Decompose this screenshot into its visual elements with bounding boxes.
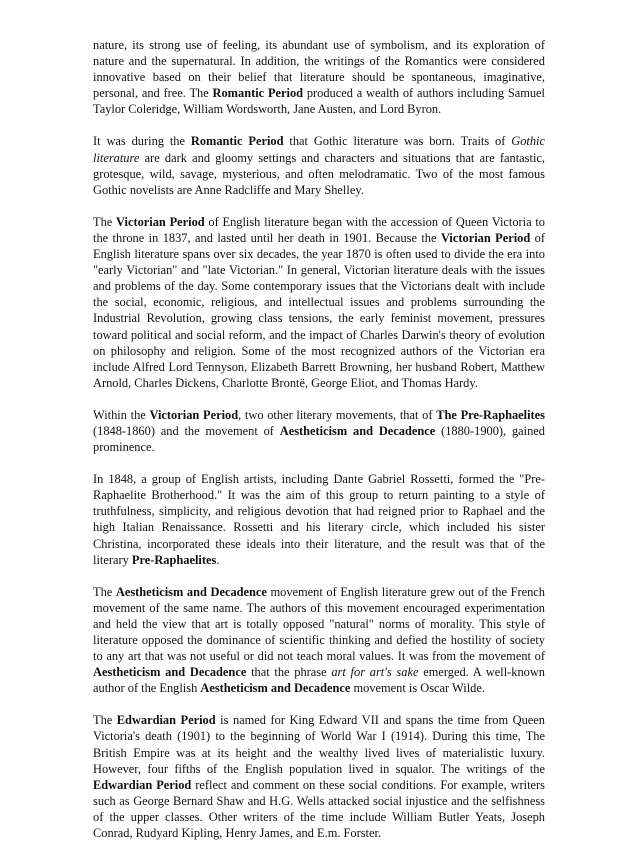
text-run: movement of English literature grew out of the French movement of the same name. The authors of this movement encouraged experimentation and held the view that art is totally opposed "natural" norms of morality. This style of literature opposed the dominance of scientific thinking and defied the hostility of society to any art that was not useful or did not teach moral values. It was from the movement of xyxy=(93,584,545,664)
paragraph-romantic-continued xyxy=(93,37,545,117)
text-run: that Gothic literature was born. Traits of xyxy=(283,134,512,149)
text-run: The xyxy=(93,214,117,229)
bold-term: Pre-Raphaelites xyxy=(131,552,217,567)
document-page xyxy=(93,37,545,857)
text-run: . xyxy=(216,552,220,567)
text-run: is named for King Edward VII and spans the time from Queen Victoria's death (1901) to the beginning of World War I (1914). During this time, The British Empire was at its height and the wealthy lived lives of materialistic luxury. However, four fifths of the English population lived in squalor. The writings of the xyxy=(93,713,545,776)
bold-term: Aestheticism and Decadence xyxy=(115,584,267,599)
bold-term: Victorian Period xyxy=(149,407,239,422)
bold-term: Romantic Period xyxy=(212,86,304,101)
bold-term: Aestheticism and Decadence xyxy=(93,665,247,680)
text-run: (1848-1860) and the movement of xyxy=(93,423,280,438)
text-run: of English literature began with the accession of Queen Victoria to the throne in 1837, and lasted until her death in 1901. Because the xyxy=(93,214,546,245)
bold-term: Aestheticism and Decadence xyxy=(279,423,436,438)
text-run: The xyxy=(93,584,116,599)
paragraph-aestheticism xyxy=(93,584,545,697)
paragraph-edwardian xyxy=(93,712,545,841)
paragraph-pre-raphaelites xyxy=(93,471,545,568)
bold-term: Aestheticism and Decadence xyxy=(200,681,351,696)
bold-term: Victorian Period xyxy=(116,214,205,229)
bold-term: Victorian Period xyxy=(440,230,531,245)
bold-term: Edwardian Period xyxy=(93,777,192,792)
text-run: that the phrase xyxy=(246,665,332,680)
paragraph-victorian-movements xyxy=(93,407,545,455)
text-run: nature, its strong use of feeling, its abundant use of symbolism, and its exploration of nature and the supernatural. In addition, the writings of the Romantics were considered innovative based on their belief that literature should be spontaneous, imaginative, personal, and free. The xyxy=(93,38,545,101)
text-run: movement is Oscar Wilde. xyxy=(350,681,485,696)
text-run: (1880-1900), gained prominence. xyxy=(93,423,545,455)
italic-term: art for art's sake xyxy=(331,665,419,680)
text-run: produced a wealth of authors including Samuel Taylor Coleridge, William Wordsworth, Jane Austen, and Lord Byron. xyxy=(93,86,545,117)
text-run: , two other literary movements, that of xyxy=(238,407,437,422)
text-run: are dark and gloomy settings and characters and situations that are fantastic, grotesque, wild, savage, mysterious, and often melodramatic. Two of the most famous Gothic novelists are Anne Radcliffe and Mary Shelley. xyxy=(93,150,545,197)
text-run: reflect and comment on these social conditions. For example, writers such as George Bernard Shaw and H.G. Wells attacked social injustice and the selfishness of the upper classes. Other writers of the time include William Butler Yeats, Joseph Conrad, Rudyard Kipling, Henry James, and E.m. Forster. xyxy=(93,777,545,841)
bold-term: The Pre-Raphaelites xyxy=(436,407,546,422)
text-run: The xyxy=(93,713,117,728)
paragraph-gothic xyxy=(93,133,545,197)
text-run: of English literature spans over six decades, the year 1870 is often used to divide the era into "early Victorian" and "late Victorian." In general, Victorian literature deals with the issues and problems of the day. Some contemporary issues that the Victorians dealt with include the social, economic, religious, and intellectual issues and problems surrounding the Industrial Revolution, growing class tensions, the early feminist movement, pressures toward political and social reform, and the impact of Charles Darwin's theory of evolution on philosophy and religion. Some of the most recognized authors of the Victorian era include Alfred Lord Tennyson, Elizabeth Barrett Browning, her husband Robert, Matthew Arnold, Charles Dickens, Charlotte Brontë, George Eliot, and Thomas Hardy. xyxy=(93,230,545,390)
bold-term: Romantic Period xyxy=(190,134,284,149)
text-run: In 1848, a group of English artists, including Dante Gabriel Rossetti, formed the "Pre-Raphaelite Brotherhood." It was the aim of this group to return painting to a style of truthfulness, simplicity, and religious devotion that had reigned prior to Raphael and the high Italian Renaissance. Rossetti and his literary circle, which included his sister Christina, incorporated these ideals into their literature, and the result was that of the literary xyxy=(93,472,545,567)
text-run: Within the xyxy=(93,407,150,422)
text-run: It was during the xyxy=(93,134,191,149)
text-run: emerged. A well-known author of the English xyxy=(93,665,545,696)
paragraph-victorian xyxy=(93,214,545,391)
italic-term: Gothic literature xyxy=(93,134,545,165)
bold-term: Edwardian Period xyxy=(116,713,216,728)
